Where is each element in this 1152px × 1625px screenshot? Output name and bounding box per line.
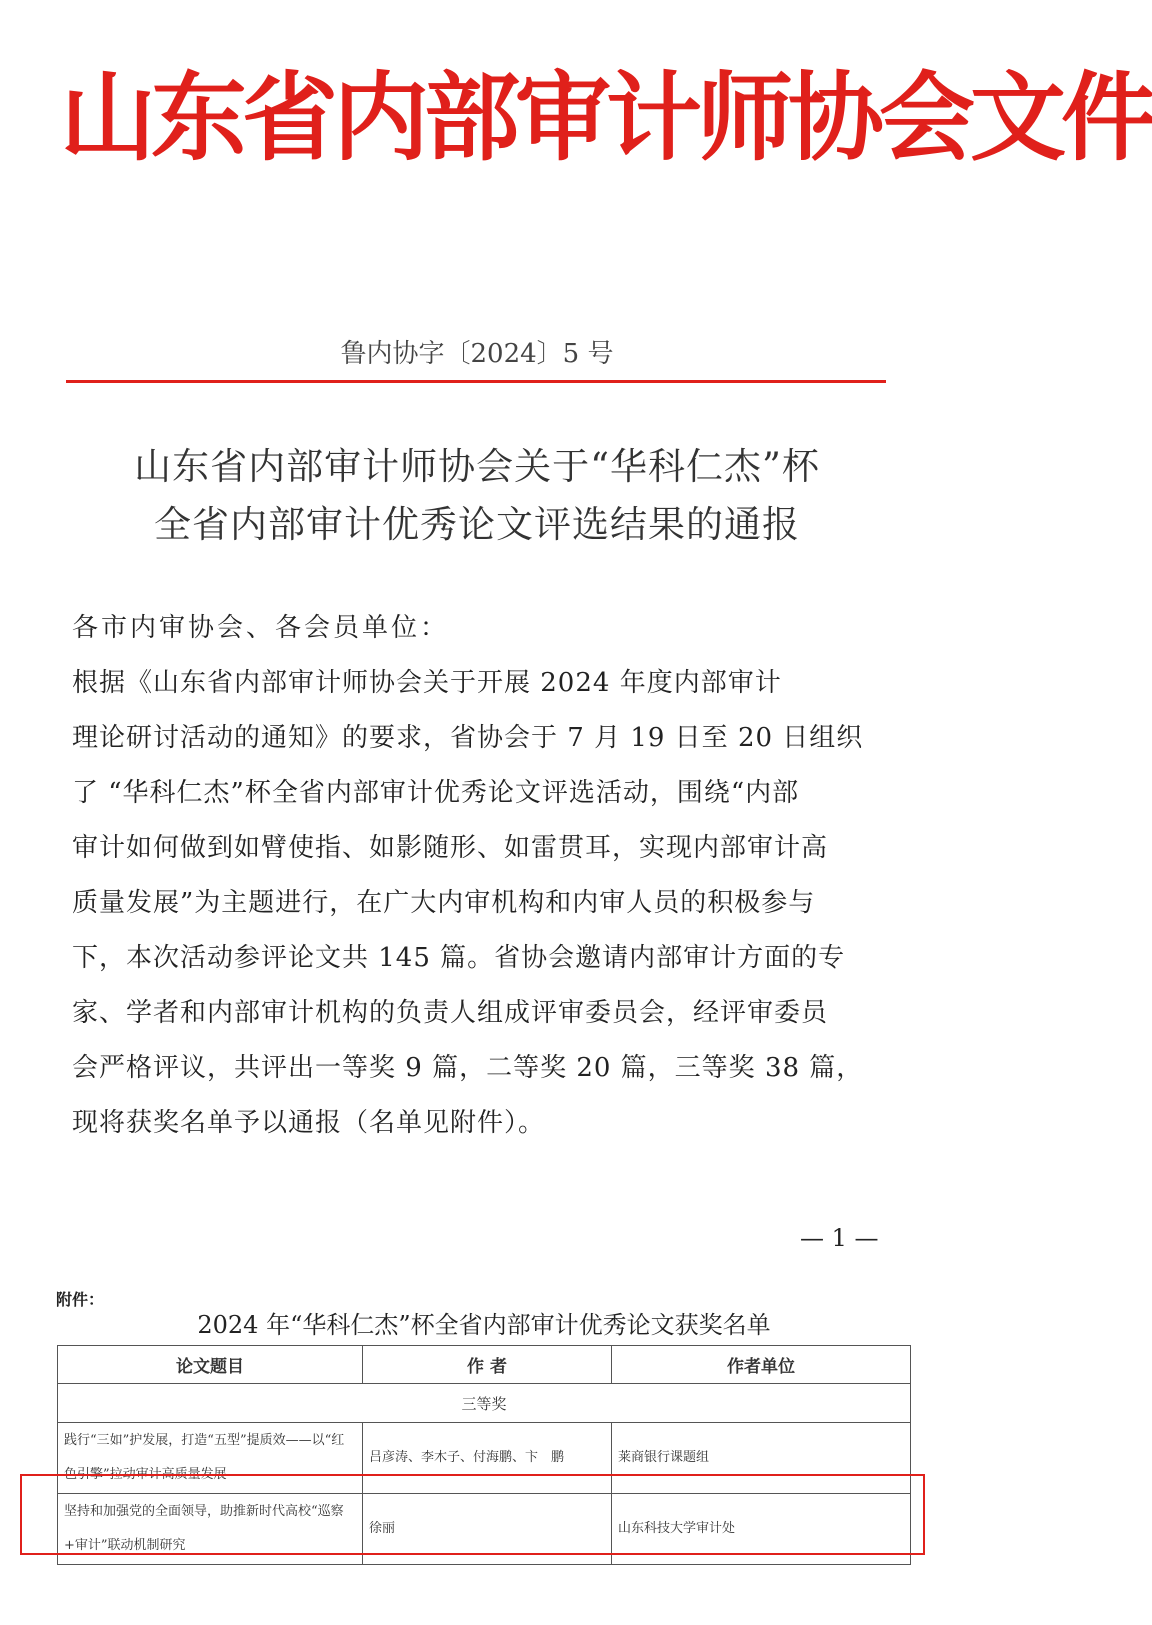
page-number: — 1 — [800, 1224, 879, 1252]
attachment-title: 2024 年“华科仁杰”杯全省内部审计优秀论文获奖名单 [197, 1311, 771, 1339]
body-line-8: 会严格评议，共评出一等奖 9 篇，二等奖 20 篇，三等奖 38 篇， [72, 1053, 864, 1083]
notice-title [66, 438, 888, 554]
body-line-7: 家、学者和内部审计机构的负责人组成评审委员会，经评审委员 [72, 998, 829, 1028]
body-line-2: 理论研讨活动的通知》的要求，省协会于 7 月 19 日至 20 日组织 [72, 723, 864, 753]
paper-authors: 徐丽 [363, 1494, 612, 1565]
document-number: 鲁内协字〔2024〕5 号 [340, 339, 614, 369]
paper-title: 践行“三如”护发展，打造“五型”提质效——以“红色引擎”拉动审计高质量发展 [58, 1423, 363, 1494]
body-line-3: 了 “华科仁杰”杯全省内部审计优秀论文评选活动，围绕“内部 [72, 778, 800, 808]
author-unit: 山东科技大学审计处 [612, 1494, 911, 1565]
body-line-5: 质量发展”为主题进行，在广大内审机构和内审人员的积极参与 [72, 888, 816, 918]
salutation: 各市内审协会、各会员单位： [72, 613, 450, 643]
notice-title-line-2: 全省内部审计优秀论文评选结果的通报 [154, 503, 800, 546]
body-line-9: 现将获奖名单予以通报（名单见附件）。 [72, 1108, 546, 1138]
table-header-row [58, 1346, 911, 1384]
paper-authors: 吕彦涛、李木子、付海鹏、卞 鹏 [363, 1423, 612, 1494]
award-level: 三等奖 [58, 1384, 911, 1423]
highlight-box [20, 1474, 925, 1555]
red-divider [66, 380, 886, 383]
award-level-row [58, 1384, 911, 1423]
body-line-6: 下，本次活动参评论文共 145 篇。省协会邀请内部审计方面的专 [72, 943, 846, 973]
author-unit: 莱商银行课题组 [612, 1423, 911, 1494]
notice-title-line-1: 山东省内部审计师协会关于“华科仁杰”杯 [134, 445, 820, 488]
column-header-unit: 作者单位 [612, 1346, 911, 1384]
body-line-1: 根据《山东省内部审计师协会关于开展 2024 年度内部审计 [72, 668, 782, 698]
paper-title: 坚持和加强党的全面领导，助推新时代高校“巡察+审计”联动机制研究 [58, 1494, 363, 1565]
column-header-author: 作 者 [363, 1346, 612, 1384]
org-title: 山东省内部审计师协会文件 [60, 62, 1152, 174]
column-header-title: 论文题目 [58, 1346, 363, 1384]
attachment-label: 附件： [56, 1290, 105, 1309]
body-line-4: 审计如何做到如臂使指、如影随形、如雷贯耳，实现内部审计高 [72, 833, 829, 863]
